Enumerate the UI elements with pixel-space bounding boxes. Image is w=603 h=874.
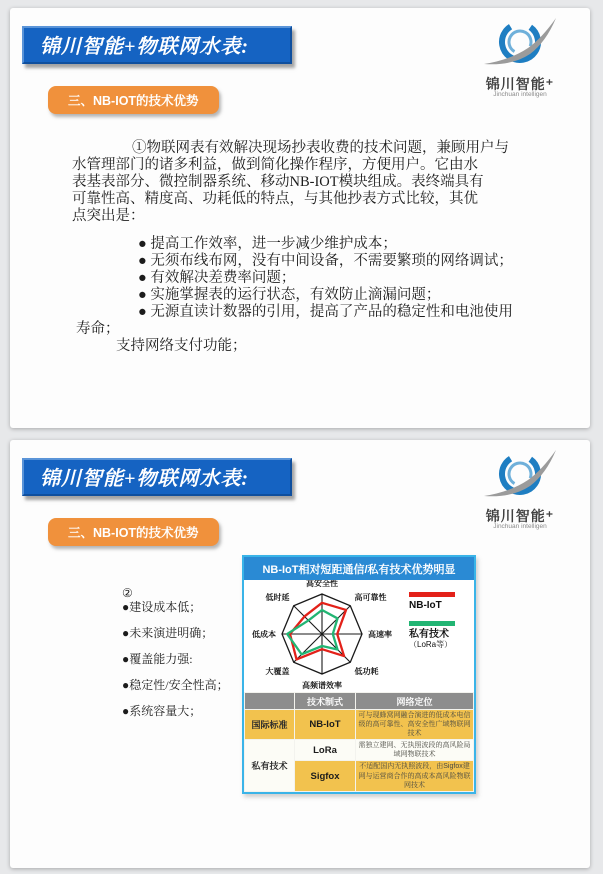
advantage-item: ●系统容量大；	[122, 704, 202, 718]
legend-sub-private: （LoRa等）	[409, 640, 453, 649]
logo-mark-icon	[480, 448, 560, 504]
company-logo	[466, 448, 574, 531]
svg-text:低成本: 低成本	[252, 630, 276, 639]
legend-label-private: 私有技术	[409, 629, 449, 640]
body-text-line: ● 提高工作效率，进一步减少维护成本；	[138, 236, 397, 252]
header-position: 网络定位	[356, 693, 474, 710]
body-text-line: 支持网络支付功能；	[116, 338, 247, 354]
advantage-item: ●覆盖能力强:	[122, 652, 193, 666]
svg-text:高频谱效率: 高频谱效率	[302, 681, 342, 690]
list-marker: ②	[122, 586, 133, 600]
cell-desc: 需独立建网、无执照波段的高风险局域网物联技术	[356, 740, 474, 761]
cell-tech: Sigfox	[295, 761, 356, 791]
radar-chart-area	[244, 580, 474, 692]
advantage-items	[122, 600, 247, 719]
body-text-line: 点突出是：	[72, 208, 145, 224]
header-tech: 技术制式	[295, 693, 356, 710]
chart-legend	[409, 592, 469, 659]
svg-text:高可靠性: 高可靠性	[354, 592, 387, 602]
advantage-list	[122, 586, 247, 730]
radar-chart	[244, 580, 406, 692]
body-text	[72, 140, 542, 355]
cell-group: 私有技术	[245, 740, 295, 791]
cell-desc: 不适配国内无执照波段，由Sigfox建网与运营商合作的高成本高风险物联网技术	[356, 761, 474, 791]
cell-desc: 可与现蜂窝网融合演进的低成本电信级的高可靠性、高安全性广域物联网技术	[356, 710, 474, 740]
slide-2[interactable]	[10, 440, 590, 868]
advantage-item: ●未来演进明确；	[122, 626, 214, 640]
table-row	[245, 740, 474, 761]
body-text-line: ● 无源直读计数器的引用，提高了产品的稳定性和电池使用	[138, 304, 513, 320]
logo-name: 锦川智能⁺	[485, 76, 555, 92]
logo-subtitle: Jinchuan intelligen	[493, 91, 547, 98]
body-text-line: ● 有效解决差费率问题；	[138, 270, 296, 286]
table-header-row	[245, 693, 474, 710]
advantage-item: ●建设成本低；	[122, 600, 202, 614]
tech-comparison-table	[244, 692, 474, 792]
slide-title-banner: 锦川智能+物联网水表:	[22, 458, 292, 496]
svg-text:大覆盖: 大覆盖	[265, 667, 290, 677]
body-text-line: ● 无须布线布网，没有中间设备，不需要繁琐的网络调试；	[138, 253, 513, 269]
legend-swatch-nbiot	[409, 592, 455, 597]
cell-group: 国际标准	[245, 710, 295, 740]
advantage-item: ●稳定性/安全性高；	[122, 678, 229, 692]
slide-title-banner: 锦川智能+物联网水表:	[22, 26, 292, 64]
company-logo	[466, 16, 574, 99]
body-text-line: 寿命；	[76, 321, 120, 337]
svg-text:低时延: 低时延	[265, 592, 290, 602]
cell-tech: LoRa	[295, 740, 356, 761]
chart-title: NB-IoT相对短距通信/私有技术优势明显	[244, 557, 474, 580]
body-text-line: 可靠性高、精度高、功耗低的特点，与其他抄表方式比较，其优	[72, 191, 478, 207]
body-text-line: 表基表部分、微控制器系统、移动NB-IOT模块组成。表终端具有	[72, 174, 484, 190]
body-text-line: ● 实施掌握表的运行状态，有效防止滴漏问题；	[138, 287, 441, 303]
legend-swatch-private	[409, 621, 455, 626]
slide-1[interactable]	[10, 8, 590, 428]
svg-text:低功耗: 低功耗	[354, 667, 379, 677]
body-text-line: 水管理部门的诸多利益，做到简化操作程序，方便用户。它由水	[72, 157, 478, 173]
svg-text:高速率: 高速率	[368, 630, 392, 639]
header-empty	[245, 693, 295, 710]
logo-subtitle: Jinchuan intelligen	[493, 523, 547, 530]
section-badge: 三、NB-IOT的技术优势	[48, 518, 219, 546]
nbiot-comparison-panel	[242, 555, 476, 794]
legend-label-nbiot: NB-IoT	[409, 600, 442, 611]
logo-name: 锦川智能⁺	[485, 508, 555, 524]
cell-tech: NB-IoT	[295, 710, 356, 740]
section-badge: 三、NB-IOT的技术优势	[48, 86, 219, 114]
logo-mark-icon	[480, 16, 560, 72]
table-row	[245, 710, 474, 740]
svg-text:高安全性: 高安全性	[306, 580, 338, 588]
body-text-line: ①物联网表有效解决现场抄表收费的技术问题，兼顾用户与	[132, 140, 509, 156]
